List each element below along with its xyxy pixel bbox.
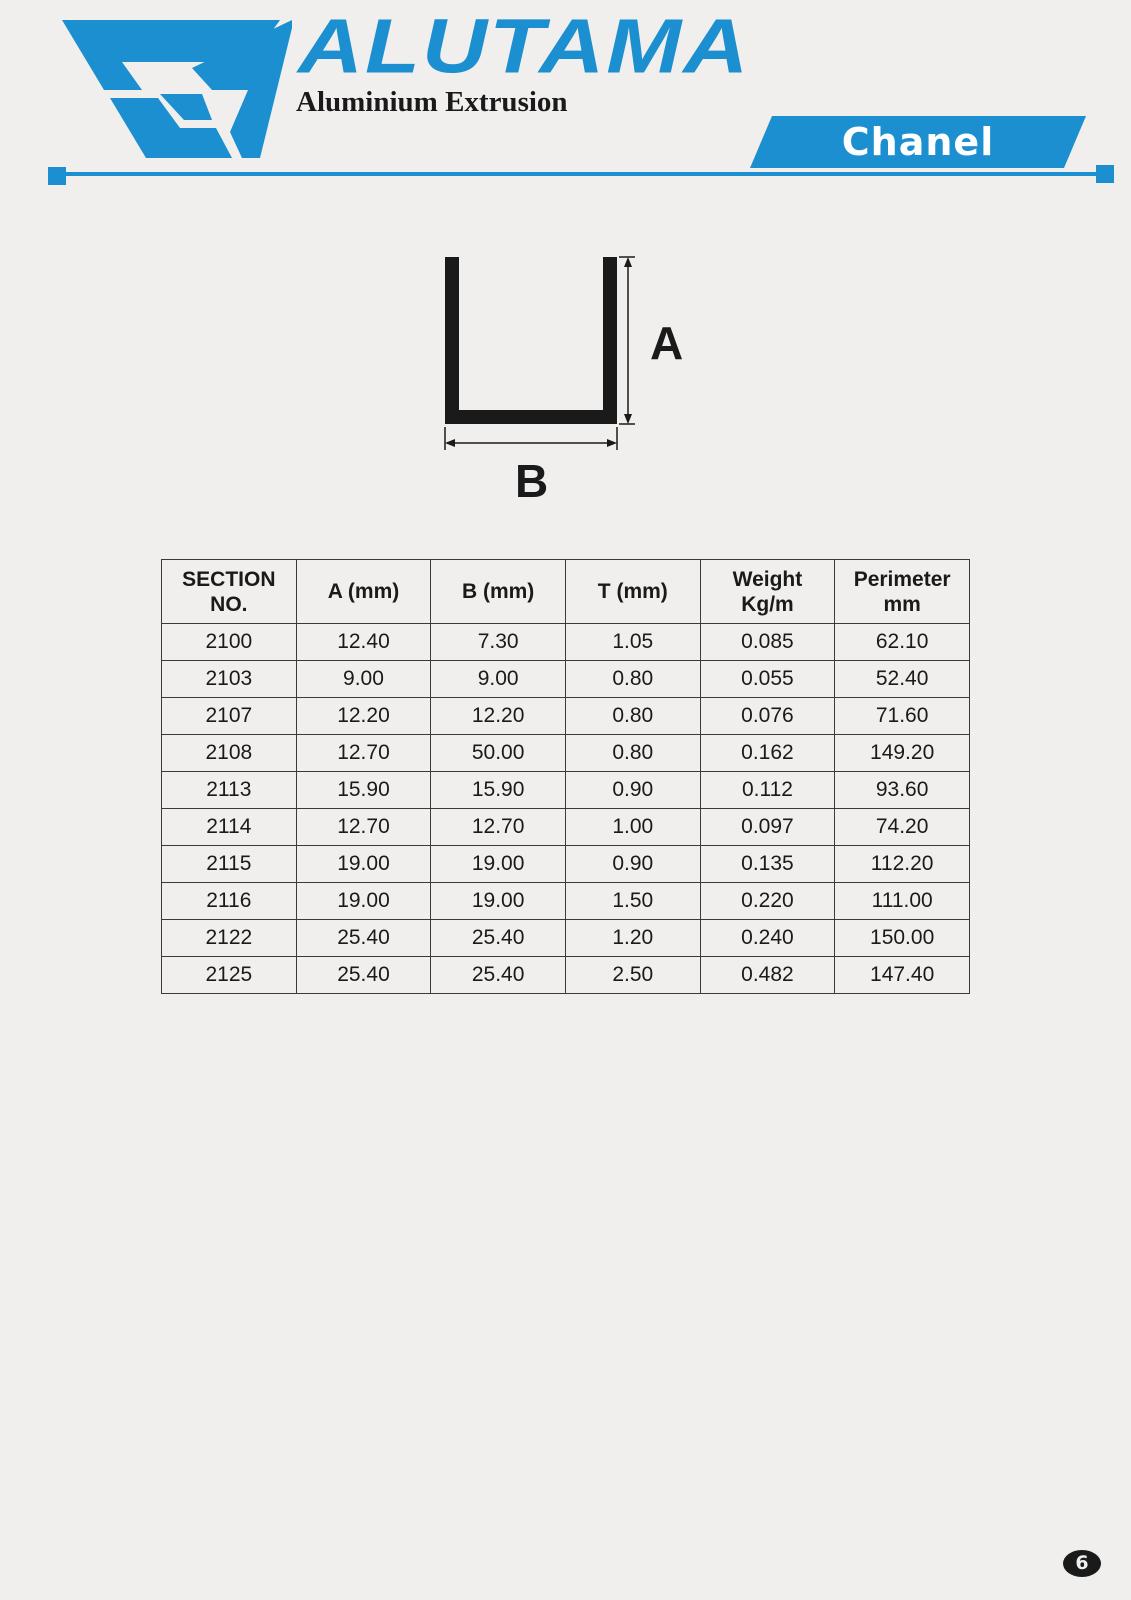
cell-a-mm: 19.00 <box>296 883 431 920</box>
brand-name: ALUTAMA <box>298 3 751 90</box>
cell-t-mm: 1.50 <box>565 883 700 920</box>
cell-section-no: 2107 <box>162 698 297 735</box>
cell-t-mm: 1.00 <box>565 809 700 846</box>
cell-b-mm: 25.40 <box>431 957 566 994</box>
cell-a-mm: 12.20 <box>296 698 431 735</box>
table-row <box>162 920 970 957</box>
table-row <box>162 661 970 698</box>
table-row <box>162 772 970 809</box>
cell-t-mm: 0.90 <box>565 772 700 809</box>
cell-t-mm: 1.20 <box>565 920 700 957</box>
table-header-row <box>162 560 970 624</box>
cell-b-mm: 15.90 <box>431 772 566 809</box>
cell-perimeter: 111.00 <box>835 883 970 920</box>
cell-t-mm: 0.80 <box>565 735 700 772</box>
cell-t-mm: 0.90 <box>565 846 700 883</box>
table-row <box>162 846 970 883</box>
cell-t-mm: 2.50 <box>565 957 700 994</box>
cell-b-mm: 12.70 <box>431 809 566 846</box>
cell-b-mm: 12.20 <box>431 698 566 735</box>
cell-t-mm: 0.80 <box>565 661 700 698</box>
cell-perimeter: 62.10 <box>835 624 970 661</box>
alutama-logo-icon <box>62 20 292 160</box>
header-divider <box>58 172 1104 176</box>
cell-b-mm: 19.00 <box>431 846 566 883</box>
cell-weight: 0.085 <box>700 624 835 661</box>
dimension-b-label: B <box>515 455 549 507</box>
cell-perimeter: 52.40 <box>835 661 970 698</box>
header-a-mm: A (mm) <box>296 560 431 624</box>
cell-b-mm: 9.00 <box>431 661 566 698</box>
cell-section-no: 2116 <box>162 883 297 920</box>
section-banner <box>750 116 1086 168</box>
cell-weight: 0.055 <box>700 661 835 698</box>
header-t-mm: T (mm) <box>565 560 700 624</box>
table-row <box>162 735 970 772</box>
cell-weight: 0.097 <box>700 809 835 846</box>
cell-a-mm: 12.40 <box>296 624 431 661</box>
cell-section-no: 2103 <box>162 661 297 698</box>
cell-perimeter: 71.60 <box>835 698 970 735</box>
table-row <box>162 624 970 661</box>
cell-b-mm: 25.40 <box>431 920 566 957</box>
cell-a-mm: 25.40 <box>296 957 431 994</box>
cell-section-no: 2122 <box>162 920 297 957</box>
header-perimeter: Perimeter mm <box>835 560 970 624</box>
divider-end-right <box>1096 165 1114 183</box>
cell-a-mm: 19.00 <box>296 846 431 883</box>
cell-a-mm: 25.40 <box>296 920 431 957</box>
table-row <box>162 883 970 920</box>
cell-b-mm: 19.00 <box>431 883 566 920</box>
cell-a-mm: 9.00 <box>296 661 431 698</box>
cell-t-mm: 0.80 <box>565 698 700 735</box>
cell-weight: 0.482 <box>700 957 835 994</box>
cell-section-no: 2113 <box>162 772 297 809</box>
table-row <box>162 698 970 735</box>
spec-table <box>161 559 970 994</box>
divider-end-left <box>48 167 66 185</box>
cell-b-mm: 7.30 <box>431 624 566 661</box>
cell-perimeter: 93.60 <box>835 772 970 809</box>
dimension-a-label: A <box>650 317 684 369</box>
table-row <box>162 809 970 846</box>
cell-section-no: 2100 <box>162 624 297 661</box>
cell-perimeter: 74.20 <box>835 809 970 846</box>
header-weight: Weight Kg/m <box>700 560 835 624</box>
cell-section-no: 2125 <box>162 957 297 994</box>
cell-weight: 0.076 <box>700 698 835 735</box>
header-section-no: SECTION NO. <box>162 560 297 624</box>
cell-weight: 0.240 <box>700 920 835 957</box>
brand-subtitle: Aluminium Extrusion <box>296 86 568 118</box>
cell-weight: 0.220 <box>700 883 835 920</box>
cell-a-mm: 12.70 <box>296 809 431 846</box>
cell-perimeter: 149.20 <box>835 735 970 772</box>
cell-perimeter: 147.40 <box>835 957 970 994</box>
cell-weight: 0.162 <box>700 735 835 772</box>
cell-b-mm: 50.00 <box>431 735 566 772</box>
cell-perimeter: 112.20 <box>835 846 970 883</box>
header-b-mm: B (mm) <box>431 560 566 624</box>
cell-weight: 0.112 <box>700 772 835 809</box>
cell-weight: 0.135 <box>700 846 835 883</box>
table-row <box>162 957 970 994</box>
cell-section-no: 2115 <box>162 846 297 883</box>
channel-profile-diagram <box>420 245 720 505</box>
cell-a-mm: 15.90 <box>296 772 431 809</box>
cell-section-no: 2114 <box>162 809 297 846</box>
section-title: Chanel <box>841 120 995 164</box>
page-number-badge: 6 <box>1063 1550 1101 1577</box>
cell-t-mm: 1.05 <box>565 624 700 661</box>
cell-perimeter: 150.00 <box>835 920 970 957</box>
cell-a-mm: 12.70 <box>296 735 431 772</box>
cell-section-no: 2108 <box>162 735 297 772</box>
